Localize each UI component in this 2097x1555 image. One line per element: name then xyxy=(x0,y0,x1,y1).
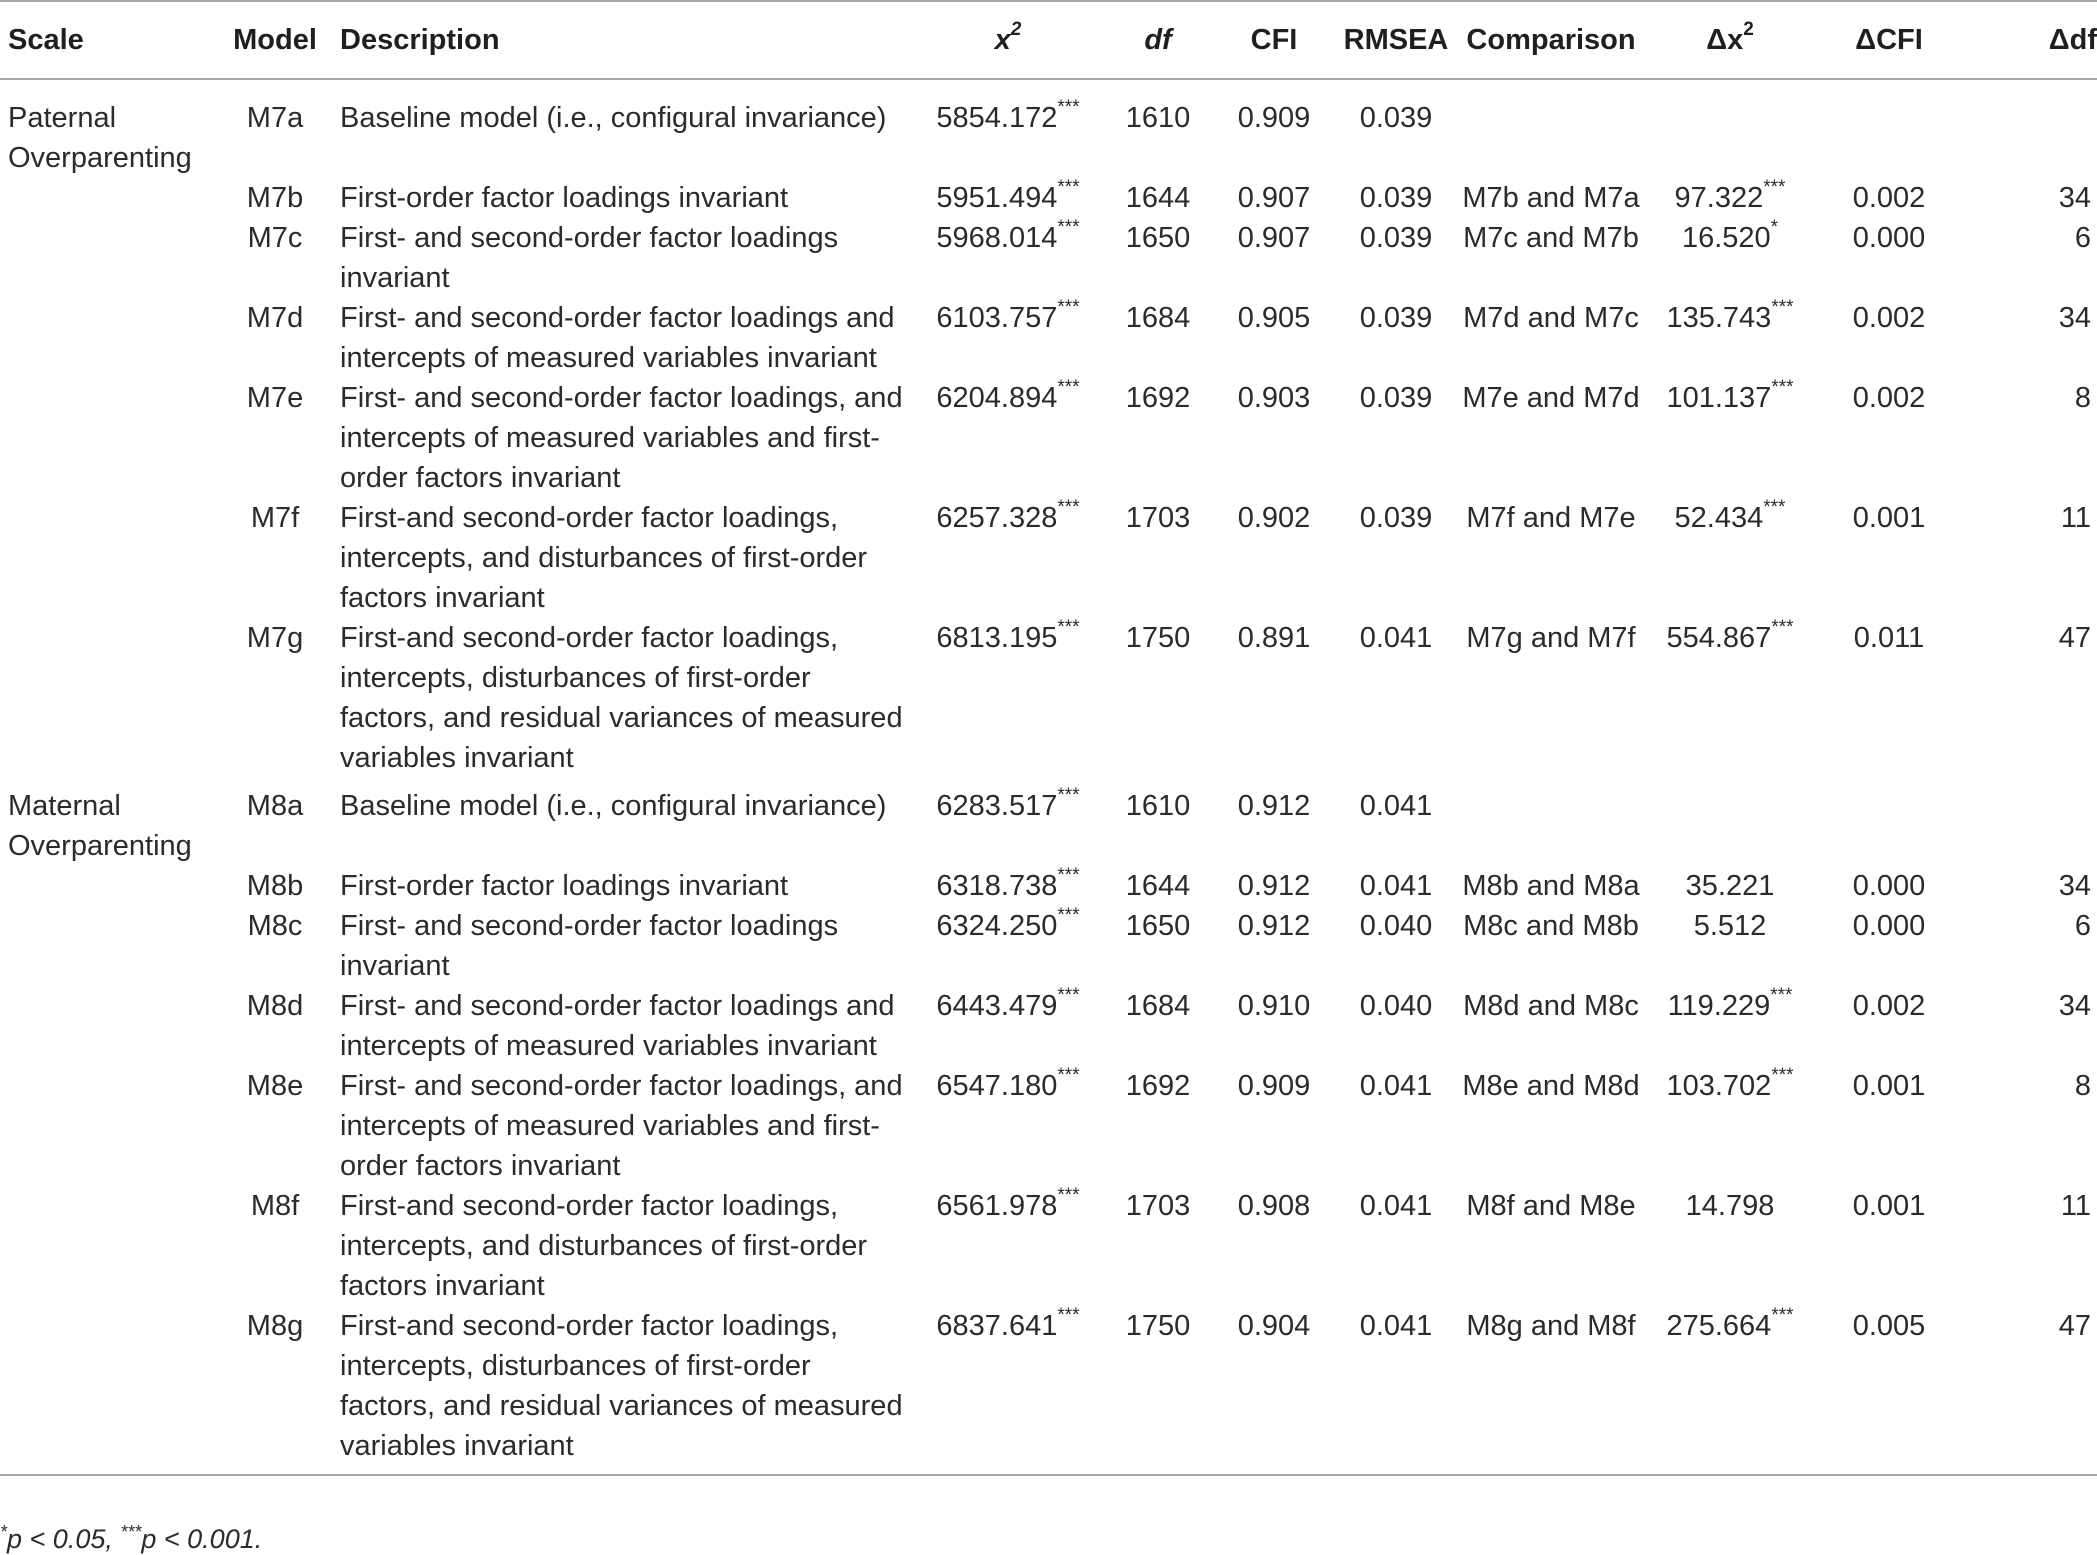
cell-delta-cfi: 0.002 xyxy=(1852,382,1926,414)
cell-delta-cfi: 0.001 xyxy=(1852,1070,1926,1102)
cell-chi2-value: 6837.641 xyxy=(936,1310,1058,1342)
cell-comparison: M8b and M8a xyxy=(1462,870,1640,902)
cell-chi2-significance: *** xyxy=(1057,617,1080,638)
cell-chi2-value: 6547.180 xyxy=(936,1070,1058,1102)
cell-delta-df: 11 xyxy=(2060,502,2091,534)
cell-chi2 xyxy=(918,1306,1098,1475)
header-model: Model xyxy=(218,1,332,79)
cell-delta-chi2-significance: *** xyxy=(1771,297,1794,318)
cell-scale xyxy=(0,1306,218,1475)
cell-scale xyxy=(0,906,218,986)
cell-comparison: M7g and M7f xyxy=(1466,622,1636,654)
cell-description: First-order factor loadings invariant xyxy=(340,870,789,902)
cell-delta-chi2 xyxy=(1640,906,1820,986)
cell-delta-chi2-significance: *** xyxy=(1771,1305,1794,1326)
cell-delta-chi2-value: 101.137 xyxy=(1666,382,1772,414)
cell-df: 1750 xyxy=(1098,1306,1218,1475)
header-delta-df: Δdf xyxy=(1958,1,2097,79)
cell-description: Baseline model (i.e., configural invariance) xyxy=(340,102,887,134)
cell-scale xyxy=(0,298,218,378)
cell-chi2-significance: *** xyxy=(1057,1065,1080,1086)
cell-df: 1750 xyxy=(1125,622,1191,654)
cell-description: First- and second-order factor loadings, and intercepts of measured variables and first-order factors invariant xyxy=(340,382,903,494)
cell-delta-cfi xyxy=(1820,778,1958,866)
cell-description: First-and second-order factor loadings, intercepts, and disturbances of first-order factors invariant xyxy=(340,1190,868,1302)
header-delta-chi2-sup: 2 xyxy=(1743,19,1754,40)
cell-delta-chi2 xyxy=(1640,1186,1820,1306)
cell-chi2-value: 5854.172 xyxy=(936,102,1058,134)
footnote-sig1-mark: * xyxy=(0,1522,8,1542)
header-cfi: CFI xyxy=(1218,1,1330,79)
cell-df: 1684 xyxy=(1125,990,1191,1022)
cell-model: M7e xyxy=(246,382,304,414)
cell-comparison: M8d and M8c xyxy=(1463,990,1639,1022)
table-row xyxy=(0,618,2097,778)
cell-chi2 xyxy=(918,298,1098,378)
cell-cfi: 0.907 xyxy=(1237,182,1311,214)
cell-df: 1650 xyxy=(1125,222,1191,254)
cell-cfi: 0.907 xyxy=(1237,222,1311,254)
cell-delta-df: 47 xyxy=(2058,622,2091,654)
cell-delta-chi2-significance: *** xyxy=(1771,377,1794,398)
cell-chi2-significance: *** xyxy=(1057,1185,1080,1206)
cell-rmsea: 0.041 xyxy=(1359,870,1433,902)
cell-scale: Paternal Overparenting xyxy=(8,102,192,174)
cell-scale xyxy=(0,1186,218,1306)
table-row xyxy=(0,1186,2097,1306)
cell-delta-chi2-significance: *** xyxy=(1771,617,1794,638)
cell-delta-cfi: 0.000 xyxy=(1852,910,1926,942)
header-delta-chi2-base: Δx xyxy=(1706,24,1744,56)
cell-delta-df: 34 xyxy=(2058,870,2091,902)
cell-delta-chi2-value: 5.512 xyxy=(1693,910,1767,942)
cell-scale: Maternal Overparenting xyxy=(8,790,192,862)
cell-rmsea: 0.039 xyxy=(1359,182,1433,214)
table-row xyxy=(0,866,2097,906)
cell-chi2-significance: *** xyxy=(1057,785,1080,806)
cell-comparison xyxy=(1462,79,1640,178)
table-row xyxy=(0,298,2097,378)
cell-comparison: M8f and M8e xyxy=(1466,1190,1636,1222)
cell-comparison: M8e and M8d xyxy=(1462,1070,1640,1102)
cell-delta-df: 6 xyxy=(2074,222,2091,254)
cell-chi2-significance: *** xyxy=(1057,497,1080,518)
cell-delta-cfi: 0.000 xyxy=(1852,222,1926,254)
table-row xyxy=(0,1066,2097,1186)
cell-delta-chi2-value: 275.664 xyxy=(1666,1310,1772,1342)
cell-description: Baseline model (i.e., configural invariance) xyxy=(340,790,887,822)
cell-rmsea: 0.039 xyxy=(1359,302,1433,334)
cell-cfi: 0.904 xyxy=(1218,1306,1330,1475)
cell-rmsea: 0.039 xyxy=(1359,102,1433,134)
cell-chi2-significance: *** xyxy=(1057,985,1080,1006)
cell-chi2-value: 6561.978 xyxy=(936,1190,1058,1222)
cell-model: M7a xyxy=(246,102,304,134)
cell-chi2-value: 6813.195 xyxy=(936,622,1058,654)
cell-model: M7c xyxy=(247,222,303,254)
cell-delta-chi2 xyxy=(1640,1306,1820,1475)
cell-delta-chi2 xyxy=(1640,986,1820,1066)
cell-cfi: 0.909 xyxy=(1237,1070,1311,1102)
cell-chi2-value: 6103.757 xyxy=(936,302,1058,334)
cell-rmsea: 0.039 xyxy=(1359,222,1433,254)
cell-df: 1703 xyxy=(1125,1190,1191,1222)
cell-delta-chi2 xyxy=(1640,218,1820,298)
table-row xyxy=(0,986,2097,1066)
header-chi2-sup: 2 xyxy=(1010,19,1022,40)
cell-delta-chi2 xyxy=(1640,178,1820,218)
cell-rmsea: 0.040 xyxy=(1359,910,1433,942)
cell-chi2 xyxy=(918,178,1098,218)
cell-scale xyxy=(0,618,218,778)
table-row xyxy=(0,498,2097,618)
cell-chi2 xyxy=(918,498,1098,618)
cell-delta-chi2 xyxy=(1640,778,1820,866)
cell-rmsea: 0.041 xyxy=(1359,1190,1433,1222)
cell-delta-cfi xyxy=(1820,79,1958,178)
cell-chi2-value: 6318.738 xyxy=(936,870,1058,902)
cell-description: First- and second-order factor loadings and intercepts of measured variables invariant xyxy=(340,302,895,374)
cell-rmsea: 0.039 xyxy=(1359,502,1433,534)
cell-delta-cfi: 0.000 xyxy=(1852,870,1926,902)
cell-chi2 xyxy=(918,1066,1098,1186)
cell-comparison: M7c and M7b xyxy=(1463,222,1639,254)
cell-chi2-value: 6443.479 xyxy=(936,990,1058,1022)
cell-delta-chi2-value: 35.221 xyxy=(1685,870,1775,902)
cell-cfi: 0.912 xyxy=(1237,790,1311,822)
cell-chi2 xyxy=(918,79,1098,178)
cell-delta-chi2-value: 52.434 xyxy=(1674,502,1764,534)
cell-delta-chi2 xyxy=(1640,79,1820,178)
cell-cfi: 0.902 xyxy=(1237,502,1311,534)
cell-model: M8a xyxy=(246,790,304,822)
cell-model: M8f xyxy=(250,1190,300,1222)
cell-df: 1684 xyxy=(1125,302,1191,334)
cell-chi2-significance: *** xyxy=(1057,865,1080,886)
cell-description: First- and second-order factor loadings invariant xyxy=(340,222,839,294)
cell-model: M7b xyxy=(246,182,304,214)
cell-model: M7f xyxy=(250,502,300,534)
header-scale: Scale xyxy=(0,1,218,79)
cell-delta-df: 34 xyxy=(2058,182,2091,214)
cell-df: 1692 xyxy=(1125,1070,1191,1102)
cell-delta-chi2-significance: *** xyxy=(1770,985,1793,1006)
cell-delta-chi2-value: 119.229 xyxy=(1667,990,1771,1022)
cell-model: M8e xyxy=(246,1070,304,1102)
cell-chi2 xyxy=(918,866,1098,906)
cell-description: First-order factor loadings invariant xyxy=(340,182,789,214)
cell-delta-chi2 xyxy=(1640,1066,1820,1186)
cell-delta-chi2-significance: *** xyxy=(1763,177,1786,198)
cell-chi2 xyxy=(918,906,1098,986)
table-row xyxy=(0,178,2097,218)
cell-delta-chi2 xyxy=(1640,866,1820,906)
cell-comparison xyxy=(1462,778,1640,866)
table-row xyxy=(0,79,2097,178)
cell-comparison: M7f and M7e xyxy=(1466,502,1636,534)
header-rmsea: RMSEA xyxy=(1330,1,1462,79)
cell-comparison: M7d and M7c xyxy=(1463,302,1639,334)
cell-chi2 xyxy=(918,378,1098,498)
cell-chi2 xyxy=(918,778,1098,866)
cell-delta-cfi: 0.005 xyxy=(1820,1306,1958,1475)
cell-description: First-and second-order factor loadings, intercepts, and disturbances of first-order factors invariant xyxy=(340,502,868,614)
table-row xyxy=(0,218,2097,298)
header-df: df xyxy=(1098,1,1218,79)
cell-delta-chi2-value: 14.798 xyxy=(1685,1190,1775,1222)
cell-delta-chi2-significance: * xyxy=(1770,217,1779,238)
header-description: Description xyxy=(332,1,918,79)
cell-cfi: 0.912 xyxy=(1237,910,1311,942)
cell-cfi: 0.908 xyxy=(1237,1190,1311,1222)
cell-df: 1644 xyxy=(1125,870,1191,902)
cell-description: First- and second-order factor loadings and intercepts of measured variables invariant xyxy=(340,990,895,1062)
table-row xyxy=(0,906,2097,986)
cell-chi2 xyxy=(918,986,1098,1066)
cell-chi2-significance: *** xyxy=(1057,97,1080,118)
cell-chi2-value: 5968.014 xyxy=(936,222,1058,254)
cell-delta-chi2-significance: *** xyxy=(1763,497,1786,518)
cell-delta-chi2-value: 16.520 xyxy=(1681,222,1771,254)
cell-chi2-significance: *** xyxy=(1057,217,1080,238)
cell-chi2-value: 6283.517 xyxy=(936,790,1058,822)
cell-df: 1610 xyxy=(1125,790,1191,822)
cell-chi2-significance: *** xyxy=(1057,177,1080,198)
cell-delta-df: 6 xyxy=(2074,910,2091,942)
cell-scale xyxy=(0,1066,218,1186)
cell-comparison: M8c and M8b xyxy=(1463,910,1639,942)
cell-chi2 xyxy=(918,218,1098,298)
cell-delta-df: 8 xyxy=(2074,1070,2091,1102)
cell-model: M7g xyxy=(246,622,304,654)
cell-delta-df xyxy=(1958,79,2097,178)
cell-delta-cfi: 0.002 xyxy=(1852,990,1926,1022)
header-row xyxy=(0,1,2097,79)
cell-rmsea: 0.039 xyxy=(1359,382,1433,414)
cell-scale xyxy=(0,178,218,218)
cell-model: M7d xyxy=(246,302,304,334)
footnote-sig2-mark: *** xyxy=(120,1522,142,1542)
cell-delta-cfi: 0.001 xyxy=(1852,502,1926,534)
cell-cfi: 0.891 xyxy=(1237,622,1311,654)
cell-scale xyxy=(0,218,218,298)
cell-comparison: M8g and M8f xyxy=(1462,1306,1640,1475)
cell-description: First-and second-order factor loadings, intercepts, disturbances of first-order factors, and residual variances of measured variables invariant xyxy=(332,1306,918,1475)
cell-delta-df: 8 xyxy=(2074,382,2091,414)
footnote-sig2-text: p < 0.001. xyxy=(141,1524,263,1554)
cell-delta-df: 11 xyxy=(2060,1190,2091,1222)
cell-delta-cfi: 0.002 xyxy=(1852,302,1926,334)
cell-model: M8g xyxy=(218,1306,332,1475)
cell-cfi: 0.903 xyxy=(1237,382,1311,414)
cell-scale xyxy=(0,498,218,618)
cell-cfi: 0.905 xyxy=(1237,302,1311,334)
cell-chi2-significance: *** xyxy=(1057,905,1080,926)
cell-delta-cfi: 0.002 xyxy=(1852,182,1926,214)
cell-description: First- and second-order factor loadings invariant xyxy=(340,910,839,982)
cell-rmsea: 0.041 xyxy=(1330,1306,1462,1475)
table-row xyxy=(0,378,2097,498)
cell-model: M8d xyxy=(246,990,304,1022)
cell-delta-df: 34 xyxy=(2058,990,2091,1022)
cell-delta-cfi: 0.011 xyxy=(1853,622,1925,654)
cell-delta-cfi: 0.001 xyxy=(1852,1190,1926,1222)
cell-chi2-significance: *** xyxy=(1057,297,1080,318)
table-footnote xyxy=(0,1524,262,1555)
cell-chi2-value: 5951.494 xyxy=(936,182,1058,214)
table-row xyxy=(0,778,2097,866)
cell-chi2-significance: *** xyxy=(1057,1305,1080,1326)
cell-model: M8c xyxy=(247,910,303,942)
cell-delta-chi2-value: 97.322 xyxy=(1674,182,1764,214)
cell-cfi: 0.910 xyxy=(1237,990,1311,1022)
footnote-sig1-text: p < 0.05, xyxy=(7,1524,121,1554)
header-comparison: Comparison xyxy=(1462,1,1640,79)
cell-scale xyxy=(0,866,218,906)
cell-delta-chi2 xyxy=(1640,498,1820,618)
cell-df: 1610 xyxy=(1125,102,1191,134)
cell-delta-df xyxy=(1958,778,2097,866)
header-delta-cfi: ΔCFI xyxy=(1820,1,1958,79)
table-body xyxy=(0,79,2097,1475)
cell-df: 1644 xyxy=(1125,182,1191,214)
cell-rmsea: 0.041 xyxy=(1359,622,1433,654)
cell-delta-chi2 xyxy=(1640,378,1820,498)
cell-chi2 xyxy=(918,1186,1098,1306)
cell-chi2-value: 6324.250 xyxy=(936,910,1058,942)
cell-description: First-and second-order factor loadings, intercepts, disturbances of first-order factors, and residual variances of measured variables invariant xyxy=(340,622,903,774)
cell-comparison: M7e and M7d xyxy=(1462,382,1640,414)
cell-scale xyxy=(0,986,218,1066)
cell-chi2-value: 6204.894 xyxy=(936,382,1058,414)
cell-cfi: 0.909 xyxy=(1237,102,1311,134)
cell-delta-chi2 xyxy=(1640,618,1820,778)
cell-chi2-value: 6257.328 xyxy=(936,502,1058,534)
cell-description: First- and second-order factor loadings, and intercepts of measured variables and first-order factors invariant xyxy=(340,1070,903,1182)
cell-df: 1703 xyxy=(1125,502,1191,534)
cell-comparison: M7b and M7a xyxy=(1462,182,1640,214)
cell-delta-df: 47 xyxy=(1958,1306,2097,1475)
cell-scale xyxy=(0,378,218,498)
cell-delta-chi2-value: 135.743 xyxy=(1666,302,1772,334)
cell-delta-chi2-value: 554.867 xyxy=(1666,622,1772,654)
cell-chi2 xyxy=(918,618,1098,778)
header-chi2 xyxy=(918,1,1098,79)
cell-rmsea: 0.040 xyxy=(1359,990,1433,1022)
cell-chi2-significance: *** xyxy=(1057,377,1080,398)
cell-delta-chi2 xyxy=(1640,298,1820,378)
cell-rmsea: 0.041 xyxy=(1359,1070,1433,1102)
header-chi2-base: x xyxy=(994,24,1011,56)
table-row xyxy=(0,1306,2097,1475)
cell-delta-df: 34 xyxy=(2058,302,2091,334)
header-delta-chi2 xyxy=(1640,1,1820,79)
cell-delta-chi2-value: 103.702 xyxy=(1666,1070,1772,1102)
cell-df: 1650 xyxy=(1125,910,1191,942)
cell-cfi: 0.912 xyxy=(1237,870,1311,902)
cell-model: M8b xyxy=(246,870,304,902)
cell-df: 1692 xyxy=(1125,382,1191,414)
cell-rmsea: 0.041 xyxy=(1359,790,1433,822)
cell-delta-chi2-significance: *** xyxy=(1771,1065,1794,1086)
